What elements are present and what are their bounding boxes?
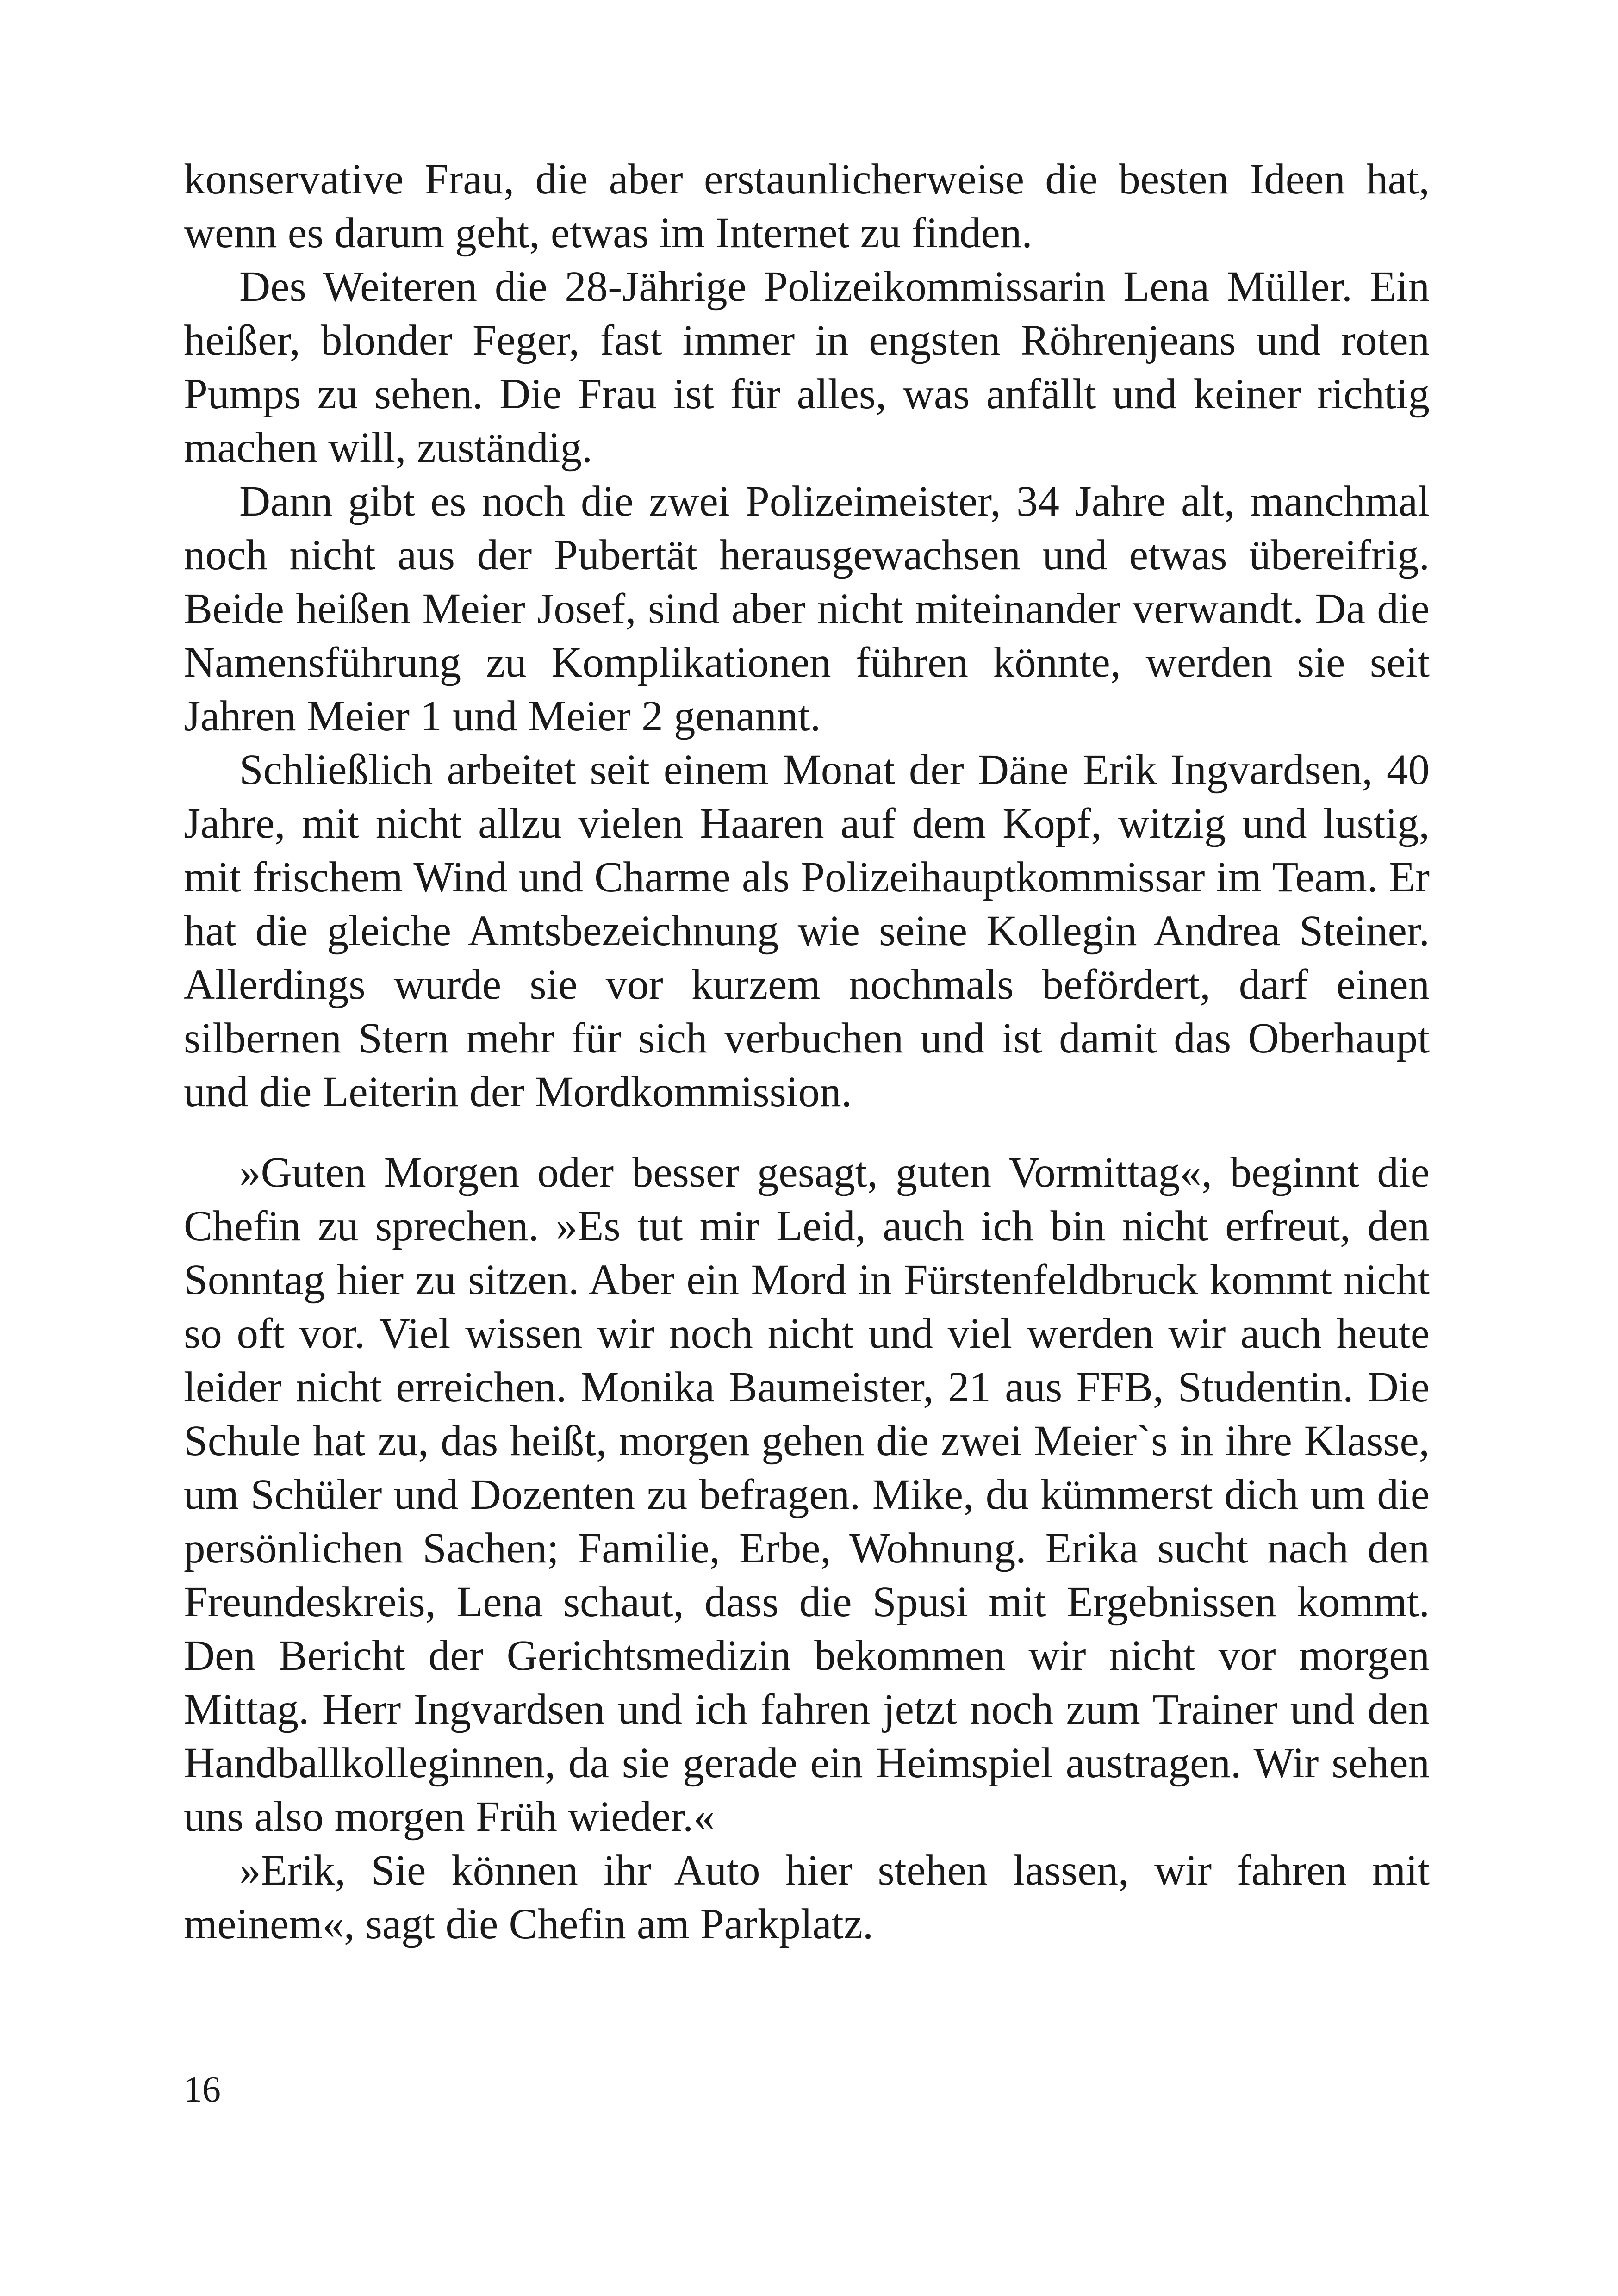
paragraph-lena-mueller: Des Weiteren die 28-Jährige Polizeikommissarin Lena Müller. Ein heißer, blonder Feger, fast immer in engsten Röhrenjeans und roten Pumps zu sehen. Die Frau ist für alles, was anfällt und keiner richtig machen will, zuständig. [184, 263, 1430, 472]
page-number: 16 [184, 2069, 221, 2110]
paragraph-chefin-speech: »Guten Morgen oder besser gesagt, guten Vormittag«, beginnt die Chefin zu sprechen. »Es tut mir Leid, auch ich bin nicht erfreut, den Sonntag hier zu sitzen. Aber ein Mord in Fürstenfeldbruck kommt nicht so oft vor. Viel wissen wir noch nicht und viel werden wir auch heute leider nicht erreichen. Monika Baumeister, 21 aus FFB, Studentin. Die Schule hat zu, das heißt, morgen gehen die zwei Meier`s in ihre Klasse, um Schüler und Dozenten zu befragen. Mike, du kümmerst dich um die persönlichen Sachen; Familie, Erbe, Wohnung. Erika sucht nach den Freundeskreis, Lena schaut, dass die Spusi mit Ergebnissen kommt. Den Bericht der Gerichtsmedizin bekommen wir nicht vor morgen Mittag. Herr Ingvardsen und ich fahren jetzt noch zum Trainer und den Handballkolleginnen, da sie gerade ein Heimspiel austragen. Wir sehen uns also morgen Früh wieder.« [184, 1149, 1430, 1841]
paragraph-erik-ingvardsen: Schließlich arbeitet seit einem Monat der Däne Erik Ingvardsen, 40 Jahre, mit nicht allzu vielen Haaren auf dem Kopf, witzig und lustig, mit frischem Wind und Charme als Polizeihauptkommissar im Team. Er hat die gleiche Amtsbezeichnung wie seine Kollegin Andrea Steiner. Allerdings wurde sie vor kurzem nochmals befördert, darf einen silbernen Stern mehr für sich verbuchen und ist damit das Oberhaupt und die Leiterin der Mordkommission. [184, 746, 1430, 1116]
paragraph-polizeimeister: Dann gibt es noch die zwei Polizeimeister, 34 Jahre alt, manchmal noch nicht aus der Pubertät herausgewachsen und etwas übereifrig. Beide heißen Meier Josef, sind aber nicht miteinander verwandt. Da die Namensführung zu Komplikationen führen könnte, werden sie seit Jahren Meier 1 und Meier 2 genannt. [184, 478, 1430, 740]
body-text [184, 153, 1430, 1951]
paragraph-continuation: konservative Frau, die aber erstaunlicherweise die besten Ideen hat, wenn es darum geht, etwas im Internet zu finden. [184, 156, 1430, 257]
paragraph-parkplatz: »Erik, Sie können ihr Auto hier stehen lassen, wir fahren mit meinem«, sagt die Chefin am Parkplatz. [184, 1847, 1430, 1948]
